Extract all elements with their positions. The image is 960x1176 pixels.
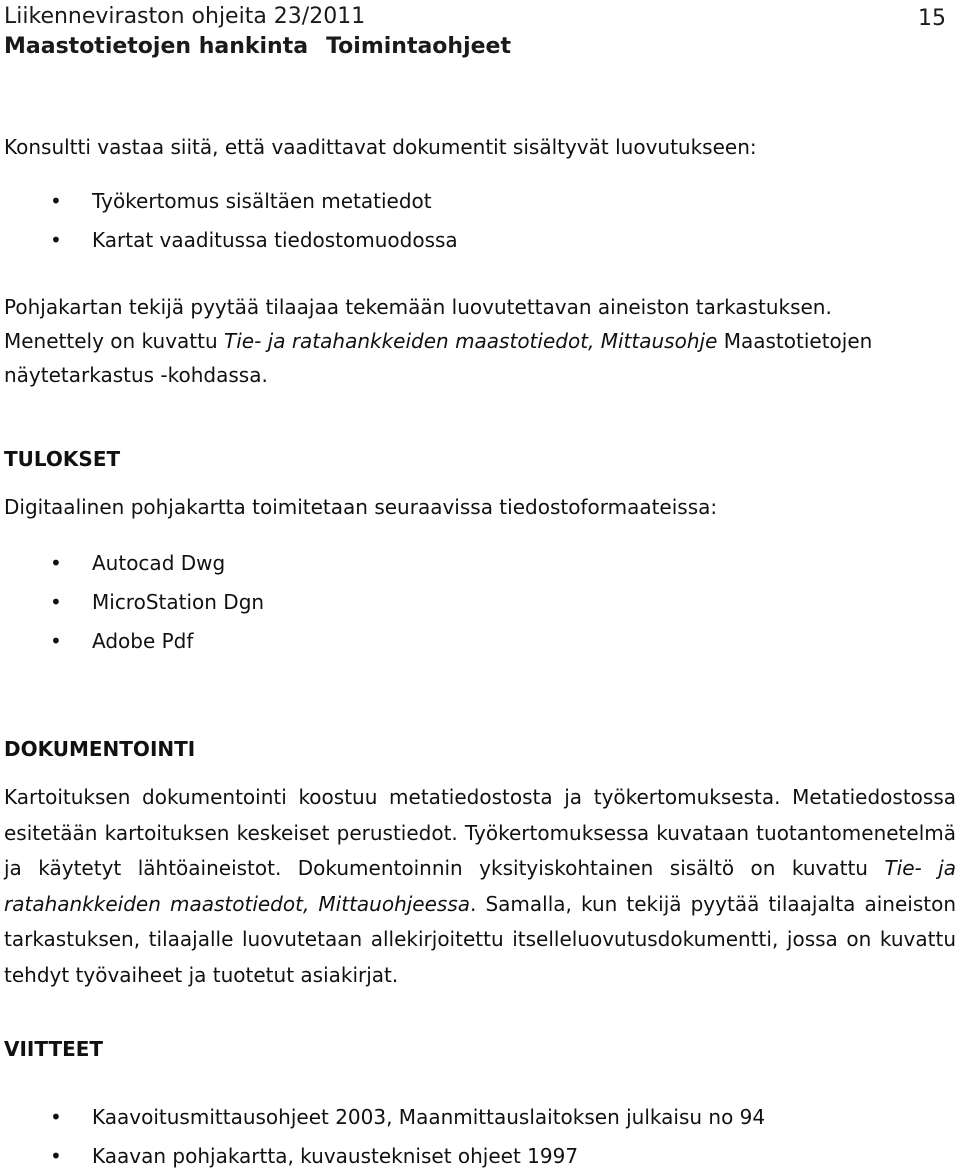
- list-item: • Kartat vaaditussa tiedostomuodossa: [4, 221, 956, 260]
- review-line: näytetarkastus -kohdassa.: [4, 363, 268, 387]
- review-paragraph: [4, 290, 956, 392]
- reference-title: Tie- ja ratahankkeiden maastotiedot, Mittauohjeessa: [4, 856, 956, 916]
- intro-paragraph: Konsultti vastaa siitä, että vaadittavat dokumentit sisältyvät luovutukseen:: [4, 135, 757, 159]
- bullet-icon: •: [50, 1144, 62, 1168]
- section-heading-tulokset: TULOKSET: [4, 447, 121, 471]
- document-title-left: Maastotietojen hankinta: [4, 34, 309, 59]
- format-bullet-list: [4, 544, 956, 661]
- list-item: • Työkertomus sisältäen metatiedot: [4, 182, 956, 221]
- list-item: • Kaavan pohjakartta, kuvaustekniset ohjeet 1997: [4, 1137, 956, 1176]
- review-line: Pohjakartan tekijä pyytää tilaajaa tekemään luovutettavan aineiston tarkastuksen.: [4, 295, 832, 319]
- review-line: Menettely on kuvattu Tie- ja ratahankkeiden maastotiedot, Mittausohje Maastotietojen: [4, 329, 873, 353]
- section-heading-viitteet: VIITTEET: [4, 1037, 104, 1061]
- intro-bullet-list: [4, 182, 956, 260]
- page-number: 15: [918, 6, 946, 31]
- bullet-icon: •: [50, 590, 62, 614]
- list-item: • Adobe Pdf: [4, 622, 956, 661]
- document-title: [4, 32, 952, 62]
- list-item: • Autocad Dwg: [4, 544, 956, 583]
- reference-title: Tie- ja ratahankkeiden maastotiedot, Mittausohje: [224, 329, 718, 353]
- reference-bullet-list: [4, 1098, 956, 1176]
- page-header: [4, 2, 952, 62]
- bullet-icon: •: [50, 189, 62, 213]
- bullet-icon: •: [50, 1105, 62, 1129]
- list-item: • MicroStation Dgn: [4, 583, 956, 622]
- bullet-icon: •: [50, 551, 62, 575]
- tulokset-paragraph: Digitaalinen pohjakartta toimitetaan seuraavissa tiedostoformaateissa:: [4, 495, 718, 519]
- publication-series: Liikenneviraston ohjeita 23/2011: [4, 4, 366, 29]
- bullet-icon: •: [50, 629, 62, 653]
- dokumentointi-paragraph: Kartoituksen dokumentointi koostuu metatiedostosta ja työkertomuksesta. Metatiedostossa esitetään kartoituksen keskeiset perustiedot. Työkertomuksessa kuvataan tuotantomenetelmä ja käytetyt lähtöaineistot. Dokumentoinnin yksityiskohtainen sisältö on kuvattu Tie- ja ratahankkeiden maastotiedot, Mittauohjeessa. Samalla, kun tekijä pyytää tilaajalta aineiston tarkastuksen, tilaajalle luovutetaan allekirjoitettu itselleluovutusdokumentti, jossa on kuvattu tehdyt työvaiheet ja tuotetut asiakirjat.: [4, 785, 956, 987]
- list-item: • Kaavoitusmittausohjeet 2003, Maanmittauslaitoksen julkaisu no 94: [4, 1098, 956, 1137]
- bullet-icon: •: [50, 228, 62, 252]
- document-title-right: Toimintaohjeet: [326, 34, 511, 59]
- section-heading-dokumentointi: DOKUMENTOINTI: [4, 737, 196, 761]
